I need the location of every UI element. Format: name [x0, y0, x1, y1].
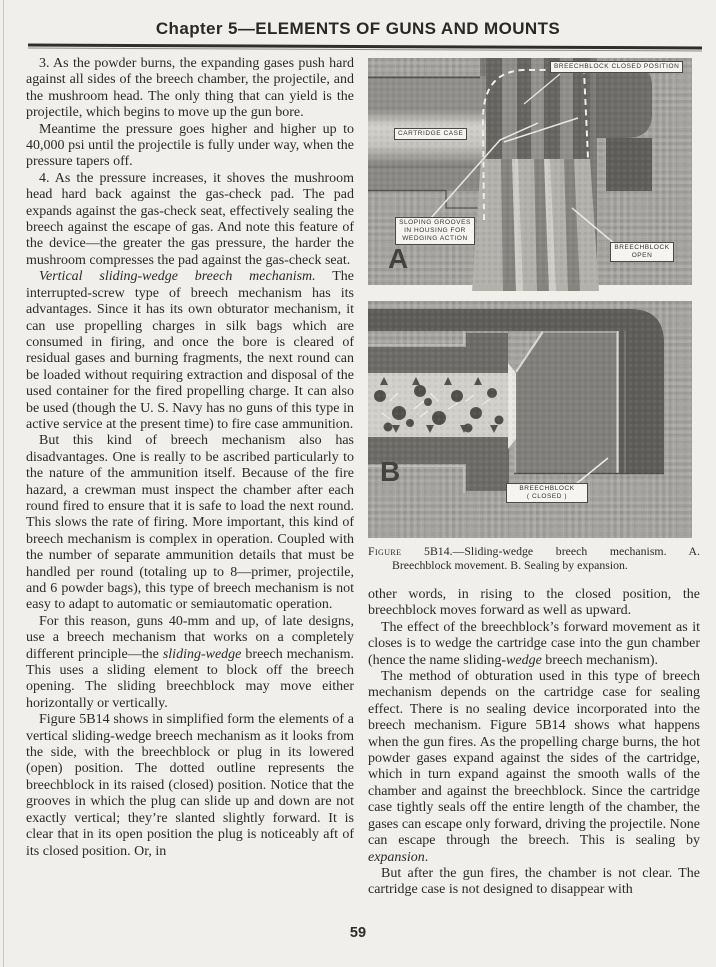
right-column — [368, 58, 700, 899]
text-segment: breech mechanism). — [541, 652, 659, 668]
figure-a — [368, 58, 692, 291]
page-number: 59 — [349, 925, 367, 941]
figure-caption-line2: Breechblock movement. B. Sealing by expansion. — [392, 557, 628, 572]
text-segment: sliding-wedge — [162, 646, 242, 662]
paragraph — [26, 614, 354, 712]
label-line: IN HOUSING FOR — [404, 227, 466, 234]
text-segment: Figure 5B14 shows in simplified form the elements of a vertical sliding-wedge breech mechanism as it looks from the side, with the breechblock or plug in its lowered (open) position. The dotted outline represents the breechblock in its raised (closed) position. Notice that the grooves in which the plug can slide up and down are not exactly vertical; they’re slanted slightly forward. It is clear that in its open position the plug is noticeably aft of its closed position. Or, in — [26, 712, 354, 859]
text-segment: The interrupted-screw type of breech mechanism has its advantages. Since it has its own obturator mechanism, it can use propelling charges in silk bags which are consumed in firing, and once the bore is cleared of residual gases and burning fragments, the next round can be loaded without requiring extraction and disposal of the used container for the fired propelling charge. It can also be used (though the U. S. Navy has no guns of this type in active service at the present time) to fire case ammunition. — [26, 269, 355, 432]
label-line: ( CLOSED ) — [526, 493, 568, 500]
text-segment: Meantime the pressure goes higher and higher up to 40,000 psi until the projectile is fully under way, when the pressure tapers off. — [26, 121, 354, 170]
label-breechblock-closed — [506, 483, 588, 503]
label-breechblock-closed-position: BREECHBLOCK CLOSED POSITION — [550, 61, 683, 73]
figure-letter-b: B — [380, 456, 401, 487]
label-breechblock-open — [610, 242, 674, 262]
figure-caption-line1 — [368, 545, 700, 559]
paragraph — [26, 433, 354, 613]
paragraph — [368, 866, 700, 899]
left-column — [26, 56, 354, 860]
text-segment: 5B14.—Sliding-wedge breech mechanism. A. — [401, 544, 700, 558]
text-segment: The effect of the breechblock’s forward movement as it closes is to wedge the cartridge case into the gun chamber (hence the name sliding- — [368, 619, 700, 668]
label-line: WEDGING ACTION — [402, 235, 468, 242]
text-segment: wedge — [506, 652, 542, 668]
figure-b — [368, 301, 692, 538]
paragraph — [26, 171, 354, 269]
label-line: BREECHBLOCK — [614, 244, 670, 251]
text-segment: 4. As the pressure increases, it shoves the mushroom head hard back against the gas-check pad. The pad expands against the gas-check seat, effectively sealing the breech against the escape of gas. And note this feature of the device—the greater the gas pressure, the harder the mushroom compresses the pad against the gas-check seat. — [26, 170, 354, 268]
text-segment: But this kind of breech mechanism also has disadvantages. One is really to be ascribed particularly to the nature of the ammunition itself. Because of the fire hazard, a crewman must inspect the chamber after each round fired to ensure that it is safe to load the next round. This slows the rate of firing. More important, this kind of breech mechanism is complex in operation. Coupled with the number of separate ammunition details that must be handled per round (totaling up to 8—primer, projectile, and 6 powder bags), this type of breech mechanism is not easy to adapt to automatic or semiautomatic operation. — [26, 433, 354, 613]
text-segment: Vertical sliding-wedge breech mechanism. — [39, 269, 316, 285]
text-segment: breech mechanism. This uses a sliding element to block off the breech opening. The sliding breechblock may move either horizontally or vertically. — [26, 646, 354, 711]
label-line: BREECHBLOCK — [519, 485, 575, 492]
label-line: SLOPING GROOVES — [399, 219, 471, 226]
text-segment: 3. As the powder burns, the expanding gases push hard against all sides of the breech chamber, the projectile, and the mushroom head. The only thing that can yield is the projectile, which begins to move up the gun bore. — [26, 56, 354, 121]
label-cartridge-case: CARTRIDGE CASE — [394, 128, 467, 140]
text-segment: But after the gun fires, the chamber is not clear. The cartridge case is not designed to disappear with — [368, 865, 700, 898]
text-segment: other words, in rising to the closed position, the breechblock moves forward as well as upward. — [368, 587, 700, 619]
figure-letter-a: A — [388, 243, 409, 274]
text-segment: The method of obturation used in this type of breech mechanism depends on the cartridge case for sealing effect. There is no sealing device incorporated into the breech mechanism. Figure 5B14 shows what happens when the gun fires. As the propelling charge burns, the hot powder gases expand against the sides of the cartridge, which in turn expand against the smooth walls of the chamber and against the breechblock. Since the cartridge case tightly seals off the entire length of the chamber, the gases can escape only forward, driving the projectile. None can escape through the breech. This is sealing by — [368, 669, 700, 849]
right-column-text — [368, 587, 700, 899]
text-segment: expansion — [368, 849, 425, 865]
figure-caption — [368, 545, 700, 572]
chapter-header: Chapter 5—ELEMENTS OF GUNS AND MOUNTS — [155, 19, 561, 38]
paragraph — [26, 122, 354, 171]
text-segment: Figure — [368, 544, 402, 558]
paragraph — [26, 56, 354, 122]
paragraph — [26, 269, 354, 433]
paragraph — [368, 669, 700, 866]
paragraph — [368, 587, 700, 620]
label-line: OPEN — [631, 252, 653, 259]
text-segment: . — [424, 849, 429, 865]
text-segment: For this reason, guns 40-mm and up, of late designs, use a breech mechanism that works on a completely different principle—the — [26, 613, 354, 662]
scan-edge-line — [3, 0, 4, 967]
label-sloping-grooves — [395, 217, 475, 245]
paragraph — [26, 712, 354, 860]
paragraph — [368, 620, 700, 669]
